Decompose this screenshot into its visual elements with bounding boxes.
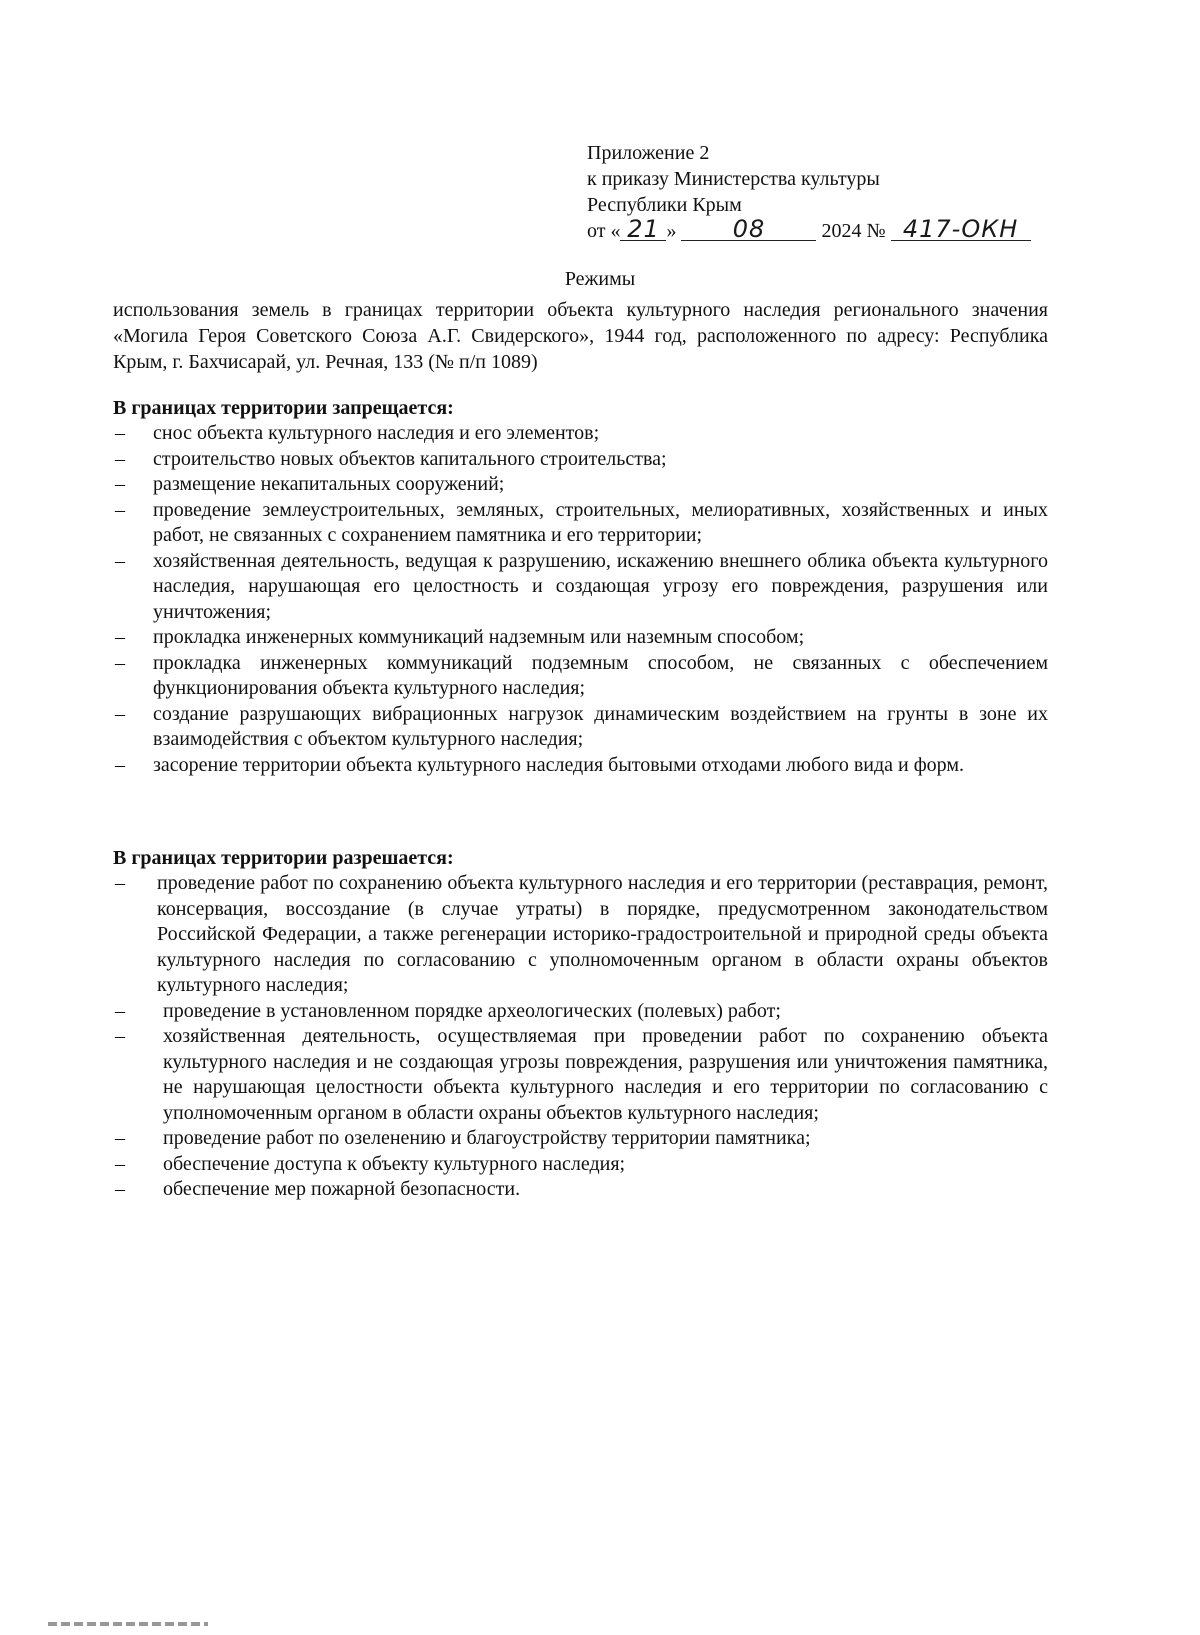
date-year-number-label: 2024 №	[821, 220, 886, 242]
dash-bullet: –	[115, 1152, 125, 1175]
list-item-text: снос объекта культурного наследия и его элементов;	[153, 422, 600, 444]
list-item	[113, 1024, 1048, 1126]
permitted-heading: В границах территории разрешается:	[113, 847, 454, 869]
order-number-handwritten: 417-ОКН	[891, 218, 1031, 241]
date-month-handwritten: 08	[681, 218, 816, 241]
document-subtitle: использования земель в границах территории объекта культурного наследия регионального значения «Могила Героя Советского Союза А.Г. Свидерского», 1944 год, расположенного по адресу: Республика Крым, г. Бахчисарай, ул. Речная, 133 (№ п/п 1089)	[113, 299, 1048, 373]
list-item	[113, 1177, 1048, 1203]
dash-bullet: –	[115, 999, 125, 1022]
list-item	[113, 472, 1048, 498]
appendix-header	[587, 140, 1067, 244]
list-item	[113, 702, 1048, 753]
dash-bullet: –	[115, 753, 125, 776]
dash-bullet: –	[115, 1025, 125, 1047]
list-item	[113, 999, 1048, 1025]
prohibited-section	[113, 395, 1048, 778]
date-prefix: от «	[587, 220, 621, 242]
list-item	[113, 549, 1048, 626]
list-item	[113, 1152, 1048, 1178]
order-date-line	[587, 215, 1067, 244]
dash-bullet: –	[115, 1127, 125, 1149]
list-item-text: проведение работ по сохранению объекта культурного наследия и его территории (реставрация, ремонт, консервация, воссоздание (в случае утраты) в порядке, предусмотренном законодательством Российской Федерации, а также регенерации историко-градостроительной и природной среды объекта культурного наследия по согласованию с уполномоченным органом в области охраны объектов культурного наследия;	[157, 872, 1048, 996]
list-item-text: хозяйственная деятельность, ведущая к разрушению, искажению внешнего облика объекта культурного наследия, нарушающая его целостность и создающая угрозу его повреждения, разрушения или уничтожения;	[153, 549, 1048, 623]
date-day-handwritten: 21	[620, 218, 666, 241]
permitted-list	[113, 871, 1048, 1203]
list-item-text: размещение некапитальных сооружений;	[153, 473, 505, 495]
list-item-text: создание разрушающих вибрационных нагрузок динамическим воздействием на грунты в зоне их взаимодействия с объектом культурного наследия;	[153, 702, 1048, 750]
list-item	[113, 871, 1048, 999]
appendix-line-1: Приложение 2	[587, 142, 710, 164]
dash-bullet: –	[115, 626, 125, 648]
dash-bullet: –	[115, 447, 125, 470]
date-quote-close: »	[666, 220, 677, 242]
list-item-text: строительство новых объектов капитального строительства;	[153, 447, 667, 470]
list-item	[113, 625, 1048, 651]
permitted-section	[113, 845, 1048, 1203]
dash-bullet: –	[115, 702, 125, 725]
list-item-text: засорение территории объекта культурного наследия бытовыми отходами любого вида и форм.	[153, 753, 965, 776]
dash-bullet: –	[115, 872, 125, 894]
prohibited-heading: В границах территории запрещается:	[113, 397, 454, 419]
dash-bullet: –	[115, 473, 125, 495]
list-item	[113, 421, 1048, 447]
list-item	[113, 651, 1048, 702]
list-item	[113, 753, 1048, 779]
appendix-line-2: к приказу Министерства культуры	[587, 168, 880, 190]
list-item	[113, 1126, 1048, 1152]
scan-artifact-mark	[48, 1622, 208, 1626]
list-item-text: хозяйственная деятельность, осуществляемая при проведении работ по сохранению объекта культурного наследия и не создающая угрозы повреждения, разрушения или уничтожения памятника, не нарушающая целостности объекта культурного наследия и его территории по согласованию с уполномоченным органом в области охраны объектов культурного наследия;	[163, 1025, 1048, 1124]
document-title: Режимы	[564, 268, 636, 290]
dash-bullet: –	[115, 422, 125, 444]
list-item-text: проведение работ по озеленению и благоустройству территории памятника;	[163, 1127, 811, 1149]
list-item-text: проведение в установленном порядке археологических (полевых) работ;	[163, 999, 781, 1022]
dash-bullet: –	[115, 651, 125, 674]
list-item-text: обеспечение доступа к объекту культурного наследия;	[163, 1152, 626, 1175]
list-item-text: проведение землеустроительных, земляных, строительных, мелиоративных, хозяйственных и иных работ, не связанных с сохранением памятника и его территории;	[153, 498, 1048, 546]
appendix-line-3: Республики Крым	[587, 194, 742, 216]
dash-bullet: –	[115, 549, 125, 572]
list-item	[113, 498, 1048, 549]
list-item-text: обеспечение мер пожарной безопасности.	[163, 1178, 521, 1200]
list-item	[113, 447, 1048, 473]
dash-bullet: –	[115, 498, 125, 521]
list-item-text: прокладка инженерных коммуникаций подземным способом, не связанных с обеспечением функционирования объекта культурного наследия;	[153, 651, 1048, 699]
prohibited-list	[113, 421, 1048, 778]
dash-bullet: –	[115, 1178, 125, 1200]
list-item-text: прокладка инженерных коммуникаций надземным или наземным способом;	[153, 626, 805, 648]
